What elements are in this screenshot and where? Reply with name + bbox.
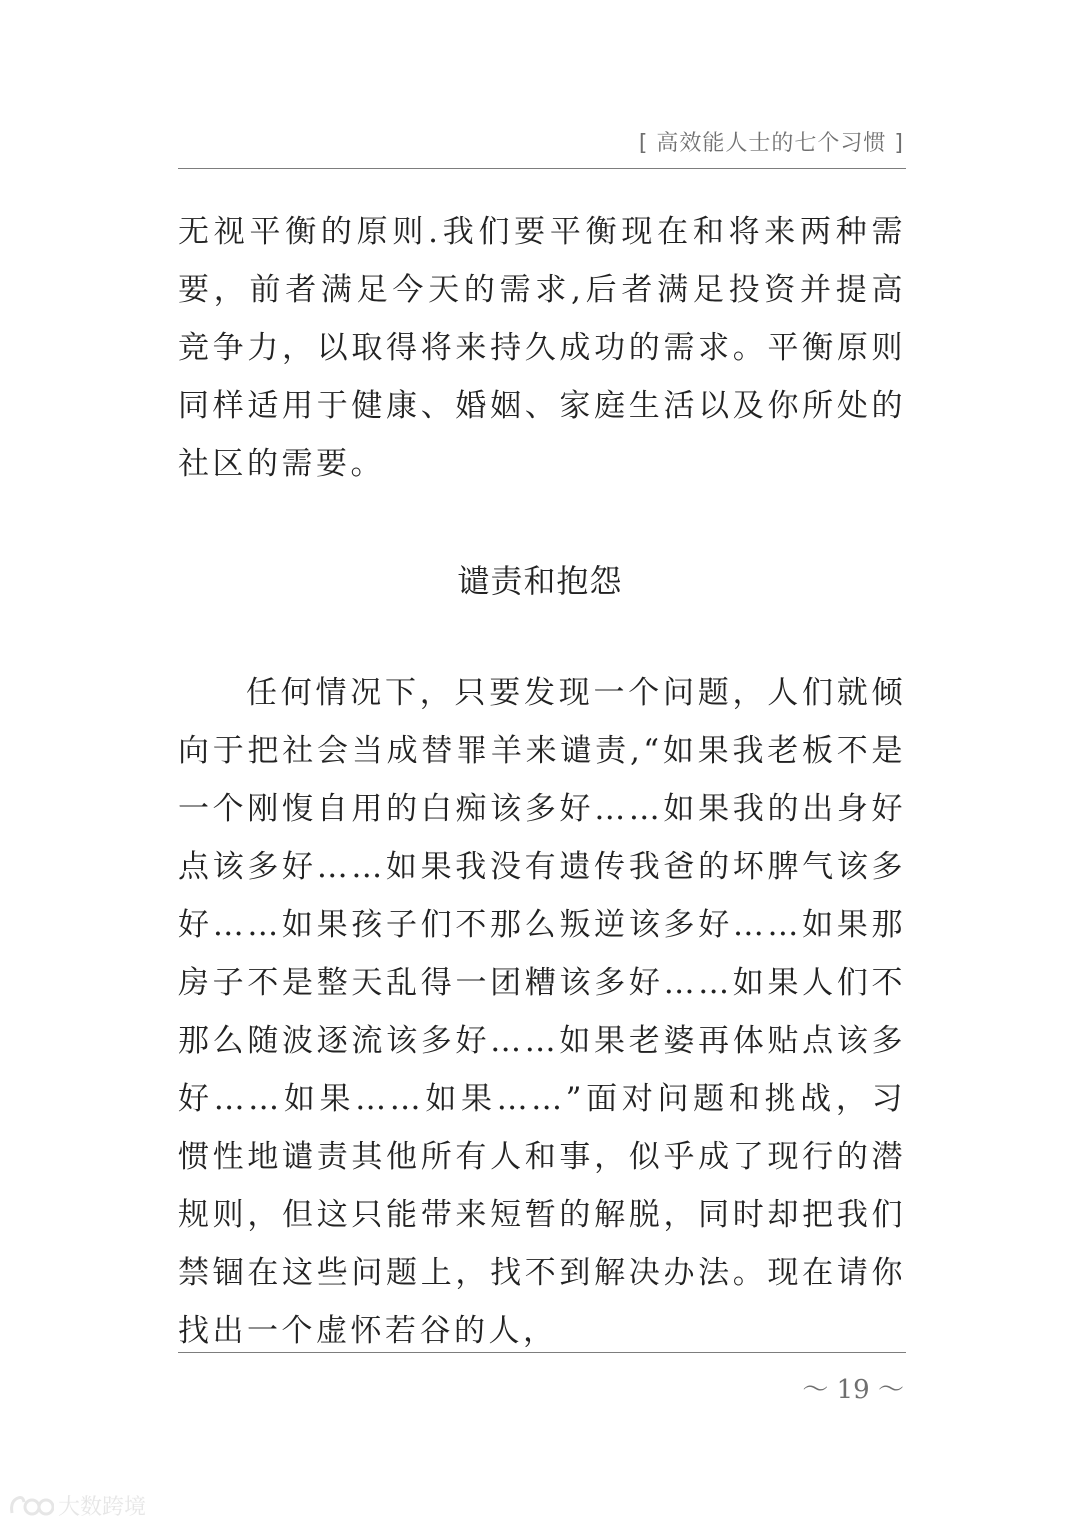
header-divider [178,168,906,169]
paragraph-blame-and-complain: 任何情况下，只要发现一个问题，人们就倾向于把社会当成替罪羊来谴责,“如果我老板不是一个刚愎自用的白痴该多好……如果我的出身好点该多好……如果我没有遗传我爸的坏脾气该多好……如果孩子们不那么叛逆该多好……如果那房子不是整天乱得一团糟该多好……如果人们不那么随波逐流该多好……如果老婆再体贴点该多好……如果……如果……”面对问题和挑战，习惯性地谴责其他所有人和事，似乎成了现行的潜规则，但这只能带来短暂的解脱，同时却把我们禁锢在这些问题上，找不到解决办法。现在请你找出一个虚怀若谷的人， [178,675,906,1349]
book-title-header: [ 高效能人士的七个习惯 ] [638,131,904,156]
watermark-text: 大数跨境 [58,1495,147,1520]
paragraph-balance-principle: 无视平衡的原则.我们要平衡现在和将来两种需要，前者满足今天的需求,后者满足投资并提高竞争力，以取得将来持久成功的需求。平衡原则同样适用于健康、婚姻、家庭生活以及你所处的社区的需要。 [178,214,906,482]
footer-divider [178,1352,906,1353]
brand-logo-icon [8,1493,54,1519]
watermark [8,1490,146,1521]
page-number: ～ 19 ～ [802,1375,904,1405]
section-heading: 谴责和抱怨 [457,562,623,600]
